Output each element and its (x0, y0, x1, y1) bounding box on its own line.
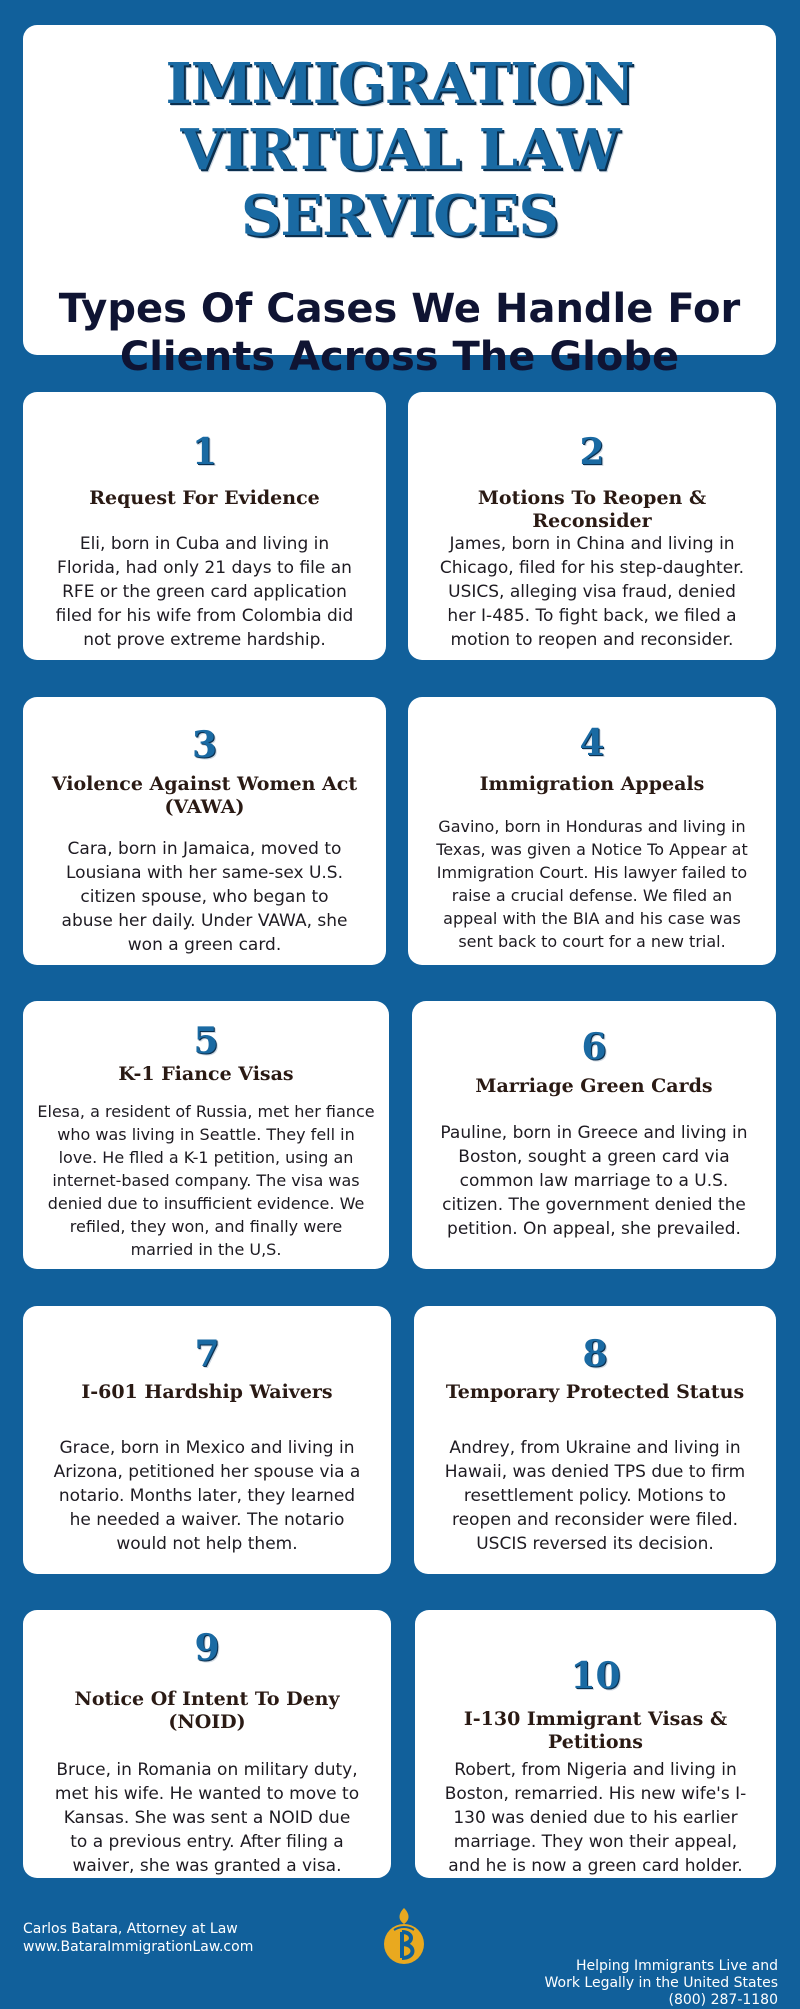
case-description-line: petition. On appeal, she prevailed. (447, 1219, 741, 1239)
case-description-line: marriage. They won their appeal, (453, 1832, 738, 1852)
case-title-line: I-601 Hardship Waivers (81, 1381, 333, 1403)
case-card-6 (412, 1001, 776, 1269)
case-description-line: appeal with the BIA and his case was (443, 909, 741, 928)
case-description-line: Andrey, from Ukraine and living in (449, 1438, 741, 1458)
case-description-line: motion to reopen and reconsider. (450, 630, 734, 650)
case-description-line: Pauline, born in Greece and living in (440, 1123, 748, 1143)
case-description-line: filed for his wife from Colombia did (55, 606, 354, 626)
main-title-line1: IMMIGRATION (165, 51, 634, 117)
case-description (29, 1100, 383, 1261)
case-description-line: Elesa, a resident of Russia, met her fiance (37, 1102, 375, 1121)
case-number: 6 (581, 1026, 607, 1068)
case-title-line: Marriage Green Cards (475, 1075, 713, 1097)
case-title-line: (VAWA) (164, 796, 245, 818)
case-description-line: Florida, had only 21 days to file an (57, 558, 352, 578)
case-title-line: Petitions (547, 1731, 644, 1753)
case-card-2 (408, 392, 776, 660)
case-description-line: who was living in Seattle. They fell in (57, 1125, 355, 1144)
case-description-line: Arizona, petitioned her spouse via a (53, 1462, 361, 1482)
case-number: 10 (570, 1655, 621, 1697)
case-title-line: Violence Against Women Act (51, 773, 358, 795)
case-description-line: sent back to court for a new trial. (458, 932, 726, 951)
case-number: 8 (582, 1333, 608, 1375)
case-description (418, 1121, 770, 1241)
case-description-line: reopen and reconsider were filed. (451, 1510, 739, 1530)
header-card (23, 25, 776, 380)
case-title (31, 1381, 383, 1404)
case-number: 2 (579, 431, 605, 473)
case-card-4 (408, 697, 776, 965)
case-description (414, 532, 770, 652)
case-title-line: I-130 Immigrant Visas & (463, 1708, 728, 1730)
case-description (29, 532, 380, 652)
case-card-7 (23, 1306, 391, 1574)
subtitle-line2: Clients Across The Globe (119, 334, 680, 380)
attorney-name: Carlos Batara, Attorney at Law (23, 1921, 238, 1937)
case-description-line: notario. Months later, they learned (58, 1486, 356, 1506)
case-description-line: Grace, born in Mexico and living in (59, 1438, 355, 1458)
subtitle-line1: Types Of Cases We Handle For (58, 286, 741, 332)
case-card-1 (23, 392, 386, 660)
case-title (422, 1381, 768, 1404)
case-description-line: Hawaii, was denied TPS due to firm (444, 1462, 746, 1482)
footer-attorney (23, 1920, 253, 1956)
case-card-8 (414, 1306, 776, 1574)
case-title-line: Motions To Reopen & Reconsider (477, 487, 707, 532)
case-description-line: her I-485. To fight back, we filed a (447, 606, 737, 626)
case-title-line: Temporary Protected Status (445, 1381, 745, 1403)
case-description-line: he needed a waiver. The notario (69, 1510, 345, 1530)
case-number: 3 (191, 724, 218, 766)
main-title (23, 25, 776, 249)
case-description-line: Kansas. She was sent a NOID due (63, 1808, 351, 1828)
case-title (420, 1075, 768, 1098)
case-description (29, 1758, 385, 1878)
case-description-line: Texas, was given a Notice To Appear at (436, 840, 748, 859)
case-card-10 (415, 1610, 776, 1878)
case-title-line: Notice Of Intent To Deny (74, 1688, 340, 1710)
tagline-line1: Helping Immigrants Live and (575, 1958, 778, 1974)
case-description-line: internet-based company. The visa was (52, 1171, 360, 1190)
case-title-line: (NOID) (168, 1711, 246, 1733)
case-description (29, 1436, 385, 1556)
case-description-line: won a green card. (127, 935, 282, 955)
case-description (29, 837, 380, 957)
case-description (414, 815, 770, 953)
case-description-line: Gavino, born in Honduras and living in (438, 817, 746, 836)
case-title (416, 773, 768, 796)
case-title (423, 1708, 768, 1754)
case-description-line: waiver, she was granted a visa. (72, 1856, 342, 1876)
tagline-line2: Work Legally in the United States (544, 1975, 778, 1991)
case-description-line: denied due to insufficient evidence. We (47, 1194, 365, 1213)
case-number: 1 (191, 431, 218, 473)
case-description-line: met his wife. He wanted to move to (54, 1784, 360, 1804)
case-title-line: Request For Evidence (89, 487, 320, 509)
case-description-line: love. He flled a K-1 petition, using an (58, 1148, 354, 1167)
case-title (31, 1063, 381, 1086)
case-description-line: James, born in China and living in (449, 534, 735, 554)
case-description-line: Robert, from Nigeria and living in (454, 1760, 737, 1780)
case-title (416, 487, 768, 533)
case-description-line: common law marriage to a U.S. (459, 1171, 729, 1191)
case-number: 5 (193, 1020, 219, 1062)
case-description-line: refiled, they won, and finally were (69, 1217, 343, 1236)
case-description-line: 130 was denied due to his earlier (453, 1808, 738, 1828)
case-description-line: citizen spouse, who began to (80, 887, 329, 907)
case-description-line: resettlement policy. Motions to (463, 1486, 727, 1506)
footer-tagline (458, 1958, 778, 2009)
case-description-line: and he is now a green card holder. (448, 1856, 743, 1876)
case-description (421, 1758, 770, 1878)
case-description-line: Boston, remarried. His new wife's I- (444, 1784, 747, 1804)
case-description-line: Chicago, filed for his step-daughter. (439, 558, 745, 578)
main-title-line2: VIRTUAL LAW SERVICES (180, 117, 619, 249)
case-number: 4 (579, 722, 605, 764)
case-title-line: K-1 Fiance Visas (118, 1063, 294, 1085)
case-description-line: Bruce, in Romania on military duty, (56, 1760, 358, 1780)
case-description-line: USICS, alleging visa fraud, denied (448, 582, 736, 602)
case-description-line: would not help them. (116, 1534, 298, 1554)
case-description-line: RFE or the green card application (62, 582, 347, 602)
case-description-line: Boston, sought a green card via (458, 1147, 730, 1167)
case-title (31, 773, 378, 819)
case-description-line: Immigration Court. His lawyer failed to (436, 863, 748, 882)
case-number: 7 (194, 1333, 220, 1375)
case-description-line: to a previous entry. After filing a (70, 1832, 344, 1852)
case-number: 9 (194, 1627, 220, 1669)
case-description-line: Cara, born in Jamaica, moved to (67, 839, 342, 859)
case-description-line: abuse her daily. Under VAWA, she (61, 911, 348, 931)
case-description-line: citizen. The government denied the (442, 1195, 746, 1215)
case-card-3 (23, 697, 386, 965)
case-description-line: Eli, born in Cuba and living in (79, 534, 330, 554)
case-description-line: Lousiana with her same-sex U.S. (66, 863, 343, 883)
case-description-line: married in the U,S. (130, 1240, 282, 1259)
case-title (31, 487, 378, 510)
phone-number[interactable]: (800) 287-1180 (668, 1992, 778, 2008)
case-card-5 (23, 1001, 389, 1269)
case-description-line: raise a crucial defense. We filed an (451, 886, 733, 905)
case-title-line: Immigration Appeals (479, 773, 705, 795)
case-description (420, 1436, 770, 1556)
case-description-line: USCIS reversed its decision. (476, 1534, 714, 1554)
subtitle (23, 285, 776, 381)
case-card-9 (23, 1610, 391, 1878)
case-description-line: not prove extreme hardship. (83, 630, 326, 650)
firm-logo-icon (380, 1906, 428, 1966)
website-link[interactable]: www.BataraImmigrationLaw.com (23, 1939, 254, 1955)
case-title (31, 1688, 383, 1734)
